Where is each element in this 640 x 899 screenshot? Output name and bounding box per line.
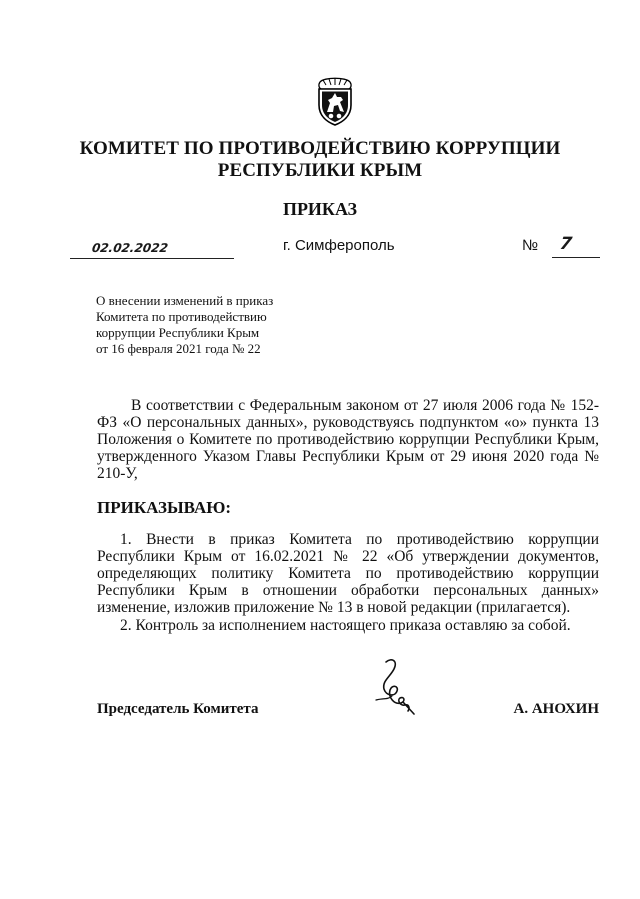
organization-name: КОМИТЕТ ПО ПРОТИВОДЕЙСТВИЮ КОРРУПЦИИ: [79, 138, 561, 159]
subject-line: коррупции Республики Крым: [96, 325, 260, 340]
signatory-title: Председатель Комитета: [97, 701, 259, 717]
document-number-field: [522, 236, 600, 258]
subject-line: О внесении изменений в приказ: [96, 293, 274, 308]
document-subject: [96, 293, 326, 357]
signatory-name: А. АНОХИН: [513, 701, 599, 717]
organization-region: РЕСПУБЛИКИ КРЫМ: [217, 160, 423, 181]
preamble-paragraph: В соответствии с Федеральным законом от 27 июля 2006 года № 152-ФЗ «О персональных данных», руководствуясь подпунктом «о» пункта 13 Положения о Комитете по противодействию коррупции Республики Крым, утвержденного Указом Главы Республики Крым от 29 июня 2020 года № 210-У,: [97, 397, 599, 482]
number-label: №: [522, 237, 539, 254]
subject-line: от 16 февраля 2021 года № 22: [96, 341, 261, 356]
coat-of-arms-icon: [314, 76, 356, 126]
order-item-1: 1. Внести в приказ Комитета по противодействию коррупции Республики Крым от 16.02.2021 № 22 «Об утверждении документов, определяющих политику Комитета по противодействию коррупции Республики Крым в отношении обработки персональных данных» изменение, изложив приложение № 13 в новой редакции (прилагается).: [97, 531, 599, 616]
signature-icon: [368, 656, 420, 718]
order-heading: ПРИКАЗЫВАЮ:: [97, 498, 232, 517]
city-of-issue: г. Симферополь: [283, 237, 395, 254]
date-field: [70, 236, 234, 259]
document-type: ПРИКАЗ: [282, 199, 358, 219]
number-underline: [552, 257, 600, 258]
handwritten-number: 7: [558, 234, 574, 254]
handwritten-date: 02.02.2022: [91, 241, 169, 255]
document-meta-row: [0, 236, 640, 260]
subject-line: Комитета по противодействию: [96, 309, 267, 324]
order-item-2: 2. Контроль за исполнением настоящего приказа оставляю за собой.: [120, 617, 571, 634]
